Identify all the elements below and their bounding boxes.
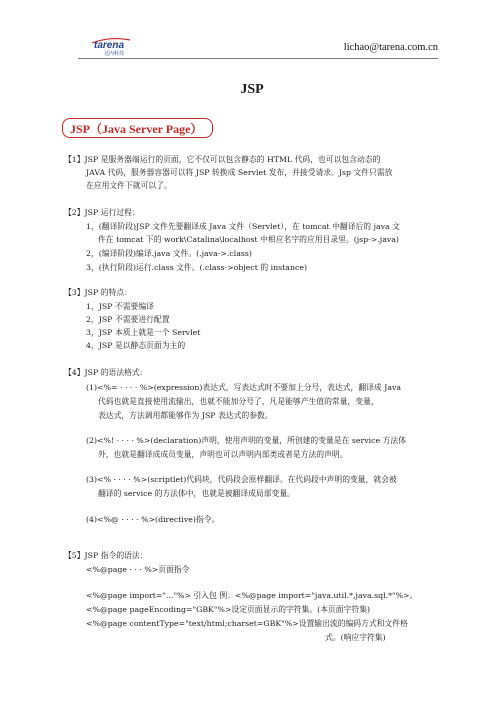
author-email: lichao@tarena.com.cn (343, 42, 438, 53)
list-item: 1，(翻译阶段)JSP 文件先要翻译成 Java 文件（Servlet），在 tomcat 中翻译后的 java 文 (86, 222, 400, 231)
list-item: 2，JSP 不需要进行配置 (86, 315, 170, 324)
syntax-item-line: 外，也就是翻译成成员变量，声明也可以声明内部类或者是方法的声明。 (98, 450, 348, 459)
directive-line: 式。(响应字符集) (325, 633, 386, 642)
syntax-item-line: 代码也就是直接使用流输出，也就不能加分号了，凡是能够产生值的常量，变量， (98, 397, 379, 406)
directive-line: <%@page · · · %>页面指令 (86, 565, 190, 574)
list-item: 4，JSP 是以静态页面为主的 (86, 341, 186, 350)
list-item: 件在 tomcat 下的 work\Catalina\localhost 中相应名字的应用目录里。(jsp->.java) (98, 235, 399, 244)
directive-line: <%@page pageEncoding="GBK"%>设定页面显示的字符集。(本页面字符集) (86, 605, 371, 614)
list-item: 3，(执行阶段)运行.class 文件。(.class->object 的 instance) (86, 263, 307, 272)
logo-word: tarena (94, 40, 125, 51)
section-2-heading: 【2】JSP 运行过程： (64, 208, 140, 217)
section-4-heading: 【4】JSP 的语法格式: (64, 368, 143, 377)
document-title: JSP (240, 82, 264, 97)
syntax-item-line: (2)<%! · · · · %>(declaration)声明，使用声明的变量，所创建的变量是在 service 方法体 (86, 436, 406, 445)
list-item: 1，JSP 不需要编译 (86, 302, 154, 311)
page-header (78, 36, 438, 58)
logo-subtitle: 达内科技 (104, 51, 125, 56)
paragraph-1-line: 【1】JSP 是服务器端运行的页面，它不仅可以包含静态的 HTML 代码，也可以包含动态的 (64, 155, 381, 164)
syntax-item-line: (1)<%= · · · · %>(expression)表达式，写表达式时不要加上分号，表达式，翻译成 Java (86, 383, 402, 392)
tarena-logo (90, 36, 154, 56)
syntax-item-line: 翻译的 service 的方法体中，也就是被翻译成局部变量。 (98, 489, 295, 498)
section-5-heading: 【5】JSP 指令的语法： (64, 551, 148, 560)
list-item: 2，(编译阶段)编译.java 文件。(.java->.class) (86, 249, 252, 258)
syntax-item-line: (4)<%@ · · · · %>(directive)指令。 (86, 515, 220, 524)
section-3-heading: 【3】JSP 的特点： (64, 288, 132, 297)
paragraph-1-line: 在应用文件下就可以了。 (86, 181, 172, 190)
header-rule (78, 58, 438, 59)
syntax-item-line: 表达式，方法调用都能够作为 JSP 表达式的参数。 (98, 411, 273, 420)
list-item: 3，JSP 本质上就是一个 Servlet (86, 328, 201, 337)
directive-line: <%@page import="..."%> 引入包 例：<%@page import="java.util.*,java.sql.*"%>。 (86, 591, 418, 600)
section-title: JSP（Java Server Page） (70, 122, 203, 136)
directive-line: <%@page contentType="text/html;charset=GBK"%>设置输出流的编码方式和文件格 (86, 619, 408, 628)
paragraph-1-line: JAVA 代码，服务器容器可以将 JSP 转换成 Servlet 发布，并接受请求。Jsp 文件只需放 (86, 168, 393, 177)
syntax-item-line: (3)<% · · · · %>(scriptlet)代码块，代码段会原样翻译。在代码段中声明的变量，就会被 (86, 475, 397, 484)
